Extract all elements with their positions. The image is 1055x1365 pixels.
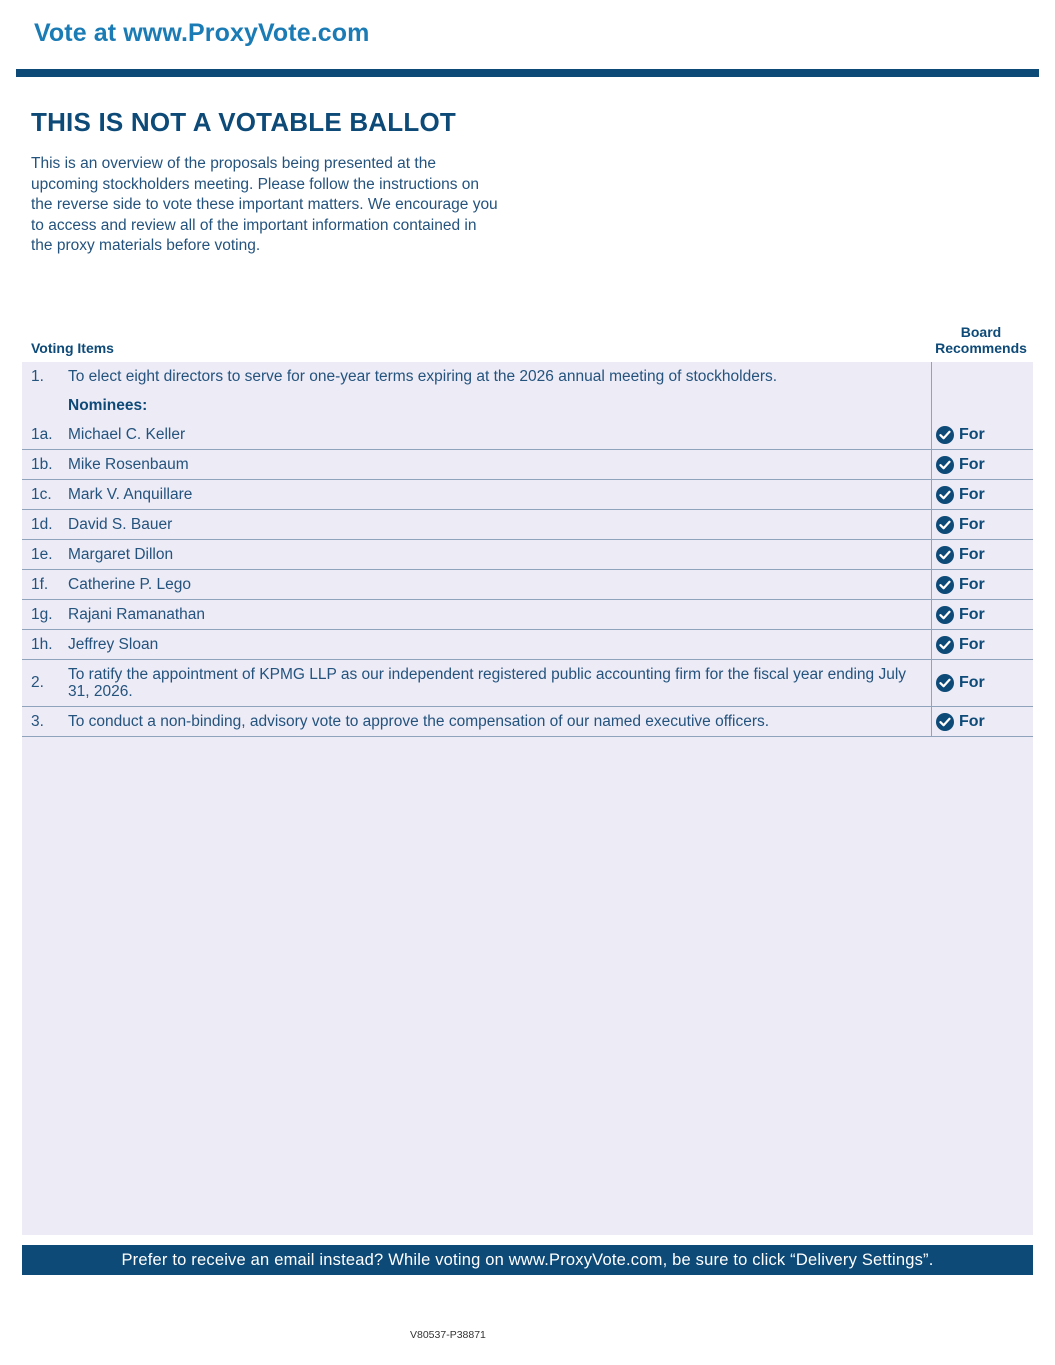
check-circle-icon bbox=[936, 486, 954, 504]
recommendation-cell bbox=[931, 391, 1033, 420]
nominee-row bbox=[22, 630, 1033, 660]
check-circle-icon bbox=[936, 713, 954, 731]
recommendation-cell bbox=[931, 570, 1033, 599]
proposal-3-row bbox=[22, 707, 1033, 737]
nominee-name: Rajani Ramanathan bbox=[68, 606, 206, 623]
check-circle-icon bbox=[936, 456, 954, 474]
nominee-number: 1d. bbox=[31, 515, 53, 533]
proposal-text: To ratify the appointment of KPMG LLP as our independent registered public accounting firm for the fiscal year ending July 31, 2026. bbox=[68, 666, 907, 700]
nominee-row bbox=[22, 420, 1033, 450]
nominee-number: 1b. bbox=[31, 455, 53, 473]
proposal-number: 3. bbox=[31, 712, 44, 730]
nominee-name: David S. Bauer bbox=[68, 516, 173, 533]
nominee-number: 1a. bbox=[31, 425, 53, 443]
proposal-2-row bbox=[22, 660, 1033, 707]
recommendation-label: For bbox=[959, 455, 985, 473]
header-rule bbox=[16, 69, 1039, 77]
column-header-line-2: Recommends bbox=[935, 340, 1027, 356]
proposal-text: To conduct a non-binding, advisory vote to approve the compensation of our named executive officers. bbox=[68, 713, 770, 730]
nominee-row bbox=[22, 540, 1033, 570]
nominees-spacer bbox=[22, 391, 68, 420]
nominee-number: 1c. bbox=[31, 485, 52, 503]
recommendation-cell bbox=[931, 450, 1033, 479]
header-title[interactable]: Vote at www.ProxyVote.com bbox=[34, 19, 370, 47]
nominee-name: Catherine P. Lego bbox=[68, 576, 191, 593]
check-circle-icon bbox=[936, 516, 954, 534]
proposal-text: To elect eight directors to serve for one-year terms expiring at the 2026 annual meeting of stockholders. bbox=[68, 368, 778, 385]
nominee-number: 1f. bbox=[31, 575, 49, 593]
nominee-row bbox=[22, 510, 1033, 540]
check-circle-icon bbox=[936, 576, 954, 594]
nominee-row bbox=[22, 480, 1033, 510]
nominees-label: Nominees: bbox=[68, 397, 148, 414]
recommendation-cell bbox=[931, 420, 1033, 449]
proposal-number: 1. bbox=[31, 367, 44, 385]
recommendation-cell bbox=[931, 707, 1033, 736]
nominee-row bbox=[22, 450, 1033, 480]
nominee-name: Mike Rosenbaum bbox=[68, 456, 189, 473]
check-circle-icon bbox=[936, 606, 954, 624]
recommendation-label: For bbox=[959, 712, 985, 730]
check-circle-icon bbox=[936, 546, 954, 564]
recommendation-label: For bbox=[959, 545, 985, 563]
recommendation-label: For bbox=[959, 605, 985, 623]
nominee-row bbox=[22, 570, 1033, 600]
delivery-settings-banner: Prefer to receive an email instead? While voting on www.ProxyVote.com, be sure to click “Delivery Settings”. bbox=[22, 1245, 1033, 1275]
recommendation-label: For bbox=[959, 425, 985, 443]
notice-title: THIS IS NOT A VOTABLE BALLOT bbox=[31, 107, 456, 137]
recommendation-cell bbox=[931, 660, 1033, 706]
recommendation-label: For bbox=[959, 575, 985, 593]
check-circle-icon bbox=[936, 674, 954, 692]
voting-table bbox=[22, 362, 1033, 737]
column-header-board-recommends bbox=[930, 324, 1032, 356]
recommendation-label: For bbox=[959, 674, 985, 691]
proposal-number: 2. bbox=[31, 674, 44, 691]
proposal-1-row bbox=[22, 362, 1033, 391]
column-header-voting-items: Voting Items bbox=[31, 340, 114, 356]
nominee-row bbox=[22, 600, 1033, 630]
nominee-number: 1h. bbox=[31, 635, 53, 653]
recommendation-cell bbox=[931, 600, 1033, 629]
recommendation-label: For bbox=[959, 485, 985, 503]
recommendation-cell bbox=[931, 630, 1033, 659]
check-circle-icon bbox=[936, 636, 954, 654]
recommendation-cell bbox=[931, 510, 1033, 539]
nominee-name: Mark V. Anquillare bbox=[68, 486, 193, 503]
nominees-label-row bbox=[22, 391, 1033, 420]
column-header-line-1: Board bbox=[960, 324, 1002, 340]
recommendation-label: For bbox=[959, 515, 985, 533]
nominee-name: Jeffrey Sloan bbox=[68, 636, 159, 653]
document-code: V80537-P38871 bbox=[410, 1329, 486, 1341]
nominee-name: Margaret Dillon bbox=[68, 546, 174, 563]
recommendation-cell bbox=[931, 480, 1033, 509]
nominee-number: 1g. bbox=[31, 605, 53, 623]
nominee-number: 1e. bbox=[31, 545, 53, 563]
recommendation-cell bbox=[931, 362, 1033, 391]
check-circle-icon bbox=[936, 426, 954, 444]
nominee-name: Michael C. Keller bbox=[68, 426, 186, 443]
recommendation-label: For bbox=[959, 635, 985, 653]
recommendation-cell bbox=[931, 540, 1033, 569]
intro-text: This is an overview of the proposals being presented at the upcoming stockholders meeting. Please follow the instructions on the reverse side to vote these important matters. We encourage you to access and review all of the important information contained in the proxy materials before voting. bbox=[31, 155, 498, 255]
